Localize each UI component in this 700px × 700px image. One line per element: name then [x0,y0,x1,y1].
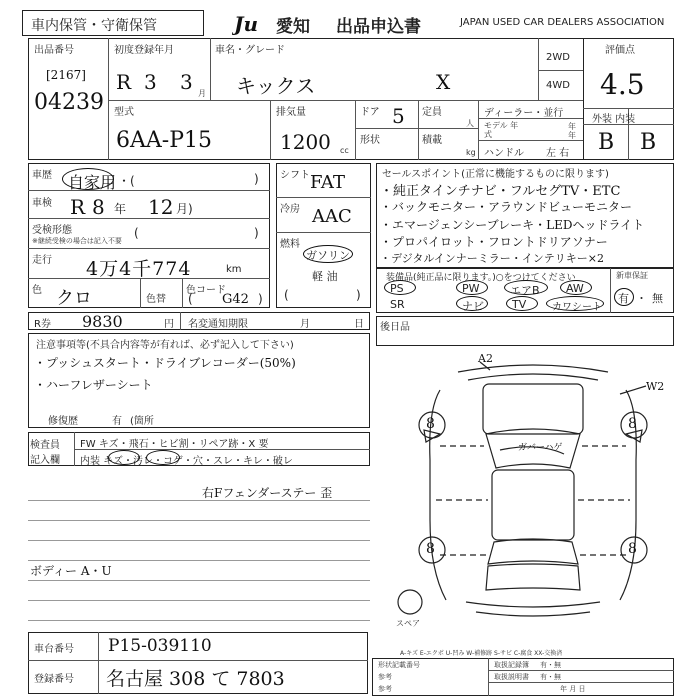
interior-grade: B [640,130,657,155]
equipment-sr: SR [390,298,405,311]
vehicle-type-label: 車歴 [32,170,52,181]
inspector-note-2: ボディー A・U [30,564,112,578]
fuel-value: ガソリン [306,249,350,262]
tire-front-right: 8 [628,416,637,432]
shape-label: 形状 [360,135,380,146]
record-book-label: 取扱記録簿 [494,661,529,669]
dealer-label: ディーラー・並行 [484,108,564,119]
new-car-warranty-yes: 有 [618,292,629,305]
first-registration-label: 初度登録年月 [114,45,174,56]
inspection-year: 8 [92,195,105,219]
new-car-warranty-label: 新車保証 [616,271,648,280]
drive-2wd: 2WD [546,52,570,63]
equipment-title: 装備品(純正品に限ります。)○をつけてください [386,273,576,283]
equipment-airbag-circle [504,280,548,295]
model-year-label: モデル 年式 [484,121,519,139]
name-change-label: 名変通知期限 [188,319,248,330]
color-value: クロ [56,288,92,309]
chassis-label: 車台番号 [34,644,74,655]
manual-opts: 有・無 [540,673,561,681]
inspection-year-unit: 年 [114,202,127,216]
storage-box [22,10,204,36]
diagram-w2: W2 [646,380,665,393]
load-unit: kg [466,148,476,157]
name-change-month: 月 [300,319,310,330]
form-title: 出品申込書 [336,17,421,37]
model-year-unit-2: 年 [568,131,576,140]
receipt-form-paren-open: ( [134,226,139,240]
selling-points-title: セールスポイント(正常に機能するものに限ります) [382,169,609,180]
mileage-label: 走行 [32,255,52,266]
inspector-label-1: 検査員 [30,440,60,451]
brand-name: 愛知 [276,17,310,37]
color-code-value: G42 [222,292,249,307]
manual-label: 取扱説明書 [494,673,529,681]
damage-legend: A-キズ E-エクボ U-凹み W-補修跡 S-サビ C-腐食 XX-交換済 [400,650,563,657]
color-label: 色 [32,285,42,296]
selling-point-4: ・プロパイロット・フロントドリアソナー [380,235,608,249]
name-change-day: 日 [354,319,364,330]
inspection-label: 車検 [32,198,52,209]
chassis-value: P15-039110 [108,636,212,656]
color-code-label: 色コード [186,285,226,296]
displacement-label: 排気量 [276,107,306,118]
equipment-pw: PW [462,282,480,295]
selling-point-5: ・デジタルインナーミラー・インテリキー×2 [380,252,605,265]
recycle-value: 9830 [82,312,123,331]
receipt-form-note: ※継続受検の場合は記入不要 [32,237,122,245]
exterior-interior-label: 外装 内装 [592,114,636,125]
note-2: ・ハーフレザーシート [34,378,153,392]
storage-label: 車内保管・守衛保管 [31,18,157,34]
inspector-row-2: 内装 キズ・汚レ・コゲ・穴・スレ・キレ・破レ [80,456,293,467]
fuel-label: 燃料 [280,239,300,250]
recycle-unit: 円 [164,319,174,330]
equipment-aw-circle [560,280,592,295]
tire-rear-right: 8 [628,541,637,557]
mileage-unit: km [226,264,242,275]
car-grade-mark: X [436,70,451,94]
listing-number-label: 出品番号 [34,45,74,56]
inspection-month: 12 [148,195,174,219]
notes-title: 注意事項等(不具合内容等が有れば、必ず記入して下さい) [36,340,294,351]
inspector-row-1: FW キズ・飛石・ヒビ割・リペア跡・X 要 [80,439,269,450]
color-code-paren-close: ) [258,292,263,306]
record-book-opts: 有・無 [540,661,561,669]
repair-history-place: (箇所 [130,416,154,427]
car-name-value: キックス [236,74,316,98]
equipment-pw-circle [456,280,488,295]
later-items-block [376,316,674,346]
exterior-grade: B [598,130,615,155]
selling-point-1: ・純正タインチナビ・フルセグTV・ETC [380,184,621,199]
receipt-form-label: 受検形態 [32,225,72,236]
association-name: JAPAN USED CAR DEALERS ASSOCIATION [460,17,665,28]
tire-front-left: 8 [426,416,435,432]
ref-label-1: 参考 [378,673,392,681]
doors-label: ドア [360,107,380,118]
repair-history-value: 有 [112,416,122,427]
date-label: 年 月 日 [560,685,586,693]
inspector-label-2: 記入欄 [30,455,60,466]
svg-text:Ju: Ju [234,12,259,36]
model-label: 型式 [114,107,134,118]
capacity-label: 定員 [422,107,442,118]
model-year-unit-1: 年 [568,122,576,131]
jaa-logo [232,10,276,36]
equipment-tv-circle [506,296,538,311]
selling-point-2: ・バックモニター・アラウンドビューモニター [380,200,633,214]
vehicle-type-value: 自家用 [68,173,117,192]
registration-label: 登録番号 [34,674,74,685]
new-car-warranty-sep: ・ [636,292,647,305]
new-car-warranty-no: 無 [652,292,663,305]
equipment-leather: カワシート [552,302,602,313]
equipment-airbag: エアB [510,284,540,297]
fuel-paren-close: ) [356,288,361,302]
spare-label: スペア [396,619,420,628]
equipment-leather-circle [546,296,604,311]
model-value: 6AA-P15 [116,128,213,153]
first-registration-era: R [116,70,132,94]
car-diagram [388,350,678,640]
listing-number: 04239 [34,90,104,115]
diagram-a2: A2 [478,352,493,365]
equipment-ps-circle [384,280,416,295]
shift-value: FAT [310,172,345,193]
handle-label: ハンドル [484,148,524,159]
listing-bracket-number: [2167] [46,68,86,82]
first-registration-month-unit: 月 [198,89,206,98]
fuel-paren-open: ( [284,288,289,302]
ac-label: 冷房 [280,204,300,215]
equipment-aw: AW [566,282,584,295]
displacement-value: 1200 [280,130,331,154]
equipment-ps: PS [390,282,404,295]
receipt-form-paren-close: ) [254,226,259,240]
equipment-navi: ナビ [462,300,484,313]
ref-label-2: 参考 [378,685,392,693]
evaluation-label: 評価点 [605,45,635,56]
inspection-month-unit: 月) [176,202,193,216]
selling-point-3: ・エマージェンシーブレーキ・LEDヘッドライト [380,218,645,232]
first-registration-month: 3 [180,70,193,94]
evaluation-score: 4.5 [600,68,645,101]
load-label: 積載 [422,135,442,146]
vehicle-type-dot: ・( [118,174,135,188]
doors-value: 5 [392,104,405,128]
later-items-label: 後日品 [380,322,410,333]
color-code-paren-open: ( [188,292,193,306]
tire-rear-left: 8 [426,541,435,557]
shift-label: シフト [280,170,310,181]
inspection-era: R [70,195,86,219]
car-name-label: 車名・グレード [215,45,285,56]
first-registration-year: 3 [144,70,157,94]
inspector-scratch-circle [108,450,140,465]
shape-number-label: 形状記載番号 [378,661,420,669]
equipment-tv: TV [512,298,527,311]
equipment-navi-circle [456,296,488,311]
recycle-label: R券 [34,319,51,330]
note-1: ・プッシュスタート・ドライブレコーダー(50%) [34,356,296,370]
repair-history-label: 修復歴 [48,416,78,427]
drive-4wd: 4WD [546,80,570,91]
inspector-dirt-circle [146,450,180,465]
displacement-unit: cc [340,146,349,155]
capacity-unit: 人 [466,119,474,128]
ac-value: AAC [312,206,352,227]
color-swatch-label: 色替 [146,294,166,305]
vehicle-type-close: ) [254,172,259,186]
mileage-value: 4万4千774 [86,258,192,280]
handle-value: 左 右 [546,148,570,159]
fuel-alt: 軽 油 [312,270,338,283]
registration-value: 名古屋 308 て 7803 [106,668,285,690]
diagram-roof-note: ガバーハゲ [518,443,563,453]
inspector-note-1: 右Fフェンダーステー 歪 [202,486,333,500]
